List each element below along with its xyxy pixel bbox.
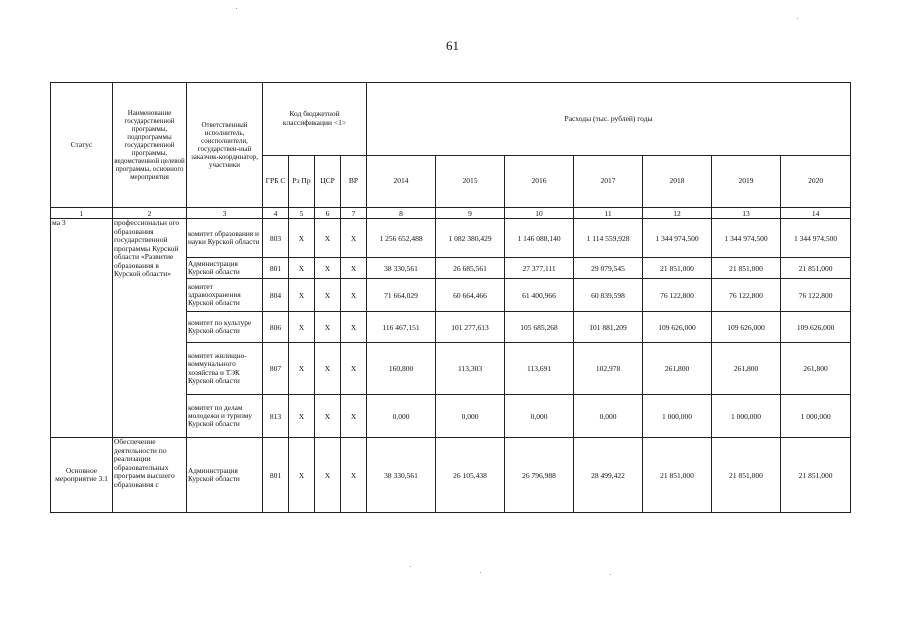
row-value: 60 664,466 bbox=[436, 279, 505, 312]
row-value: 105 685,268 bbox=[505, 312, 574, 343]
row-csr: Х bbox=[315, 258, 341, 279]
header-year: 2014 bbox=[367, 156, 436, 208]
row-grbs: 806 bbox=[263, 312, 289, 343]
row-value: 116 467,151 bbox=[367, 312, 436, 343]
row-value: 29 079,545 bbox=[574, 258, 643, 279]
column-number-row bbox=[51, 208, 851, 219]
scan-speck bbox=[480, 572, 481, 573]
row-executor: комитет образования и науки Курской области bbox=[187, 219, 263, 258]
row-value: 1 344 974,500 bbox=[781, 219, 851, 258]
row-status: Основное мероприятие 3.1 bbox=[51, 438, 113, 513]
row-value: 261,800 bbox=[643, 343, 712, 395]
row-value: 109 626,000 bbox=[643, 312, 712, 343]
header-grbs: ГРБ С bbox=[263, 156, 289, 208]
row-executor: комитет здравоохранения Курской области bbox=[187, 279, 263, 312]
row-value: 1 082 380,429 bbox=[436, 219, 505, 258]
row-executor: комитет по делам молодежи и туризму Курской области bbox=[187, 395, 263, 438]
column-number: 1 bbox=[51, 208, 113, 219]
row-rzpr: Х bbox=[289, 438, 315, 513]
row-value: 21 851,000 bbox=[781, 438, 851, 513]
row-csr: Х bbox=[315, 219, 341, 258]
row-value: 102,978 bbox=[574, 343, 643, 395]
row-rzpr: Х bbox=[289, 395, 315, 438]
row-value: 1 114 559,928 bbox=[574, 219, 643, 258]
row-value: 1 000,000 bbox=[712, 395, 781, 438]
row-vr: Х bbox=[341, 258, 367, 279]
column-number: 8 bbox=[367, 208, 436, 219]
row-grbs: 801 bbox=[263, 438, 289, 513]
scan-speck bbox=[410, 566, 411, 567]
column-number: 10 bbox=[505, 208, 574, 219]
column-number: 4 bbox=[263, 208, 289, 219]
row-csr: Х bbox=[315, 438, 341, 513]
row-value: 1 000,000 bbox=[643, 395, 712, 438]
row-value: 21 851,000 bbox=[712, 258, 781, 279]
table-row bbox=[51, 438, 851, 513]
column-number: 12 bbox=[643, 208, 712, 219]
row-csr: Х bbox=[315, 395, 341, 438]
row-value: 0,000 bbox=[436, 395, 505, 438]
row-value: 76 122,800 bbox=[781, 279, 851, 312]
row-value: 28 499,422 bbox=[574, 438, 643, 513]
column-number: 13 bbox=[712, 208, 781, 219]
row-value: 71 664,029 bbox=[367, 279, 436, 312]
row-grbs: 813 bbox=[263, 395, 289, 438]
header-executor: Ответственный исполнитель, соисполнители, государствен-ный заказчик-координатор, участники bbox=[187, 83, 263, 208]
header-year: 2015 bbox=[436, 156, 505, 208]
row-value: 76 122,800 bbox=[712, 279, 781, 312]
column-number: 2 bbox=[113, 208, 187, 219]
row-vr: Х bbox=[341, 343, 367, 395]
row-value: 261,800 bbox=[712, 343, 781, 395]
row-vr: Х bbox=[341, 312, 367, 343]
row-value: 113,691 bbox=[505, 343, 574, 395]
row-vr: Х bbox=[341, 279, 367, 312]
row-value: 26 796,988 bbox=[505, 438, 574, 513]
row-value: 26 685,561 bbox=[436, 258, 505, 279]
row-value: 21 851,000 bbox=[643, 258, 712, 279]
row-csr: Х bbox=[315, 312, 341, 343]
row-value: 109 626,000 bbox=[781, 312, 851, 343]
column-number: 14 bbox=[781, 208, 851, 219]
row-value: 1 146 088,140 bbox=[505, 219, 574, 258]
row-value: 0,000 bbox=[574, 395, 643, 438]
row-executor: Администрация Курской области bbox=[187, 438, 263, 513]
row-value: 101 881,209 bbox=[574, 312, 643, 343]
row-value: 113,303 bbox=[436, 343, 505, 395]
column-number: 9 bbox=[436, 208, 505, 219]
row-status: ма 3 bbox=[51, 219, 113, 438]
row-rzpr: Х bbox=[289, 219, 315, 258]
scan-speck bbox=[797, 18, 798, 19]
header-year: 2018 bbox=[643, 156, 712, 208]
page-number: 61 bbox=[446, 38, 459, 53]
header-year: 2017 bbox=[574, 156, 643, 208]
row-grbs: 803 bbox=[263, 219, 289, 258]
row-value: 27 377,111 bbox=[505, 258, 574, 279]
row-value: 60 839,598 bbox=[574, 279, 643, 312]
row-value: 160,800 bbox=[367, 343, 436, 395]
header-csr: ЦСР bbox=[315, 156, 341, 208]
row-vr: Х bbox=[341, 395, 367, 438]
row-grbs: 801 bbox=[263, 258, 289, 279]
header-expenses: Расходы (тыс. рублей) годы bbox=[367, 83, 851, 156]
header-name: Наименование государственной программы, подпрограммы государственной программы, ведомственной целевой программы, основного мероприятия bbox=[113, 83, 187, 208]
row-value: 1 000,000 bbox=[781, 395, 851, 438]
row-value: 0,000 bbox=[367, 395, 436, 438]
row-value: 101 277,613 bbox=[436, 312, 505, 343]
column-number: 3 bbox=[187, 208, 263, 219]
scan-speck bbox=[236, 8, 237, 9]
header-vr: ВР bbox=[341, 156, 367, 208]
row-rzpr: Х bbox=[289, 258, 315, 279]
row-value: 76 122,800 bbox=[643, 279, 712, 312]
row-value: 21 851,000 bbox=[643, 438, 712, 513]
row-grbs: 807 bbox=[263, 343, 289, 395]
row-csr: Х bbox=[315, 279, 341, 312]
row-executor: Администрация Курской области bbox=[187, 258, 263, 279]
header-status: Статус bbox=[51, 83, 113, 208]
header-year: 2016 bbox=[505, 156, 574, 208]
row-value: 21 851,000 bbox=[712, 438, 781, 513]
header-year: 2020 bbox=[781, 156, 851, 208]
row-value: 1 256 652,488 bbox=[367, 219, 436, 258]
header-year: 2019 bbox=[712, 156, 781, 208]
row-value: 61 400,966 bbox=[505, 279, 574, 312]
column-number: 5 bbox=[289, 208, 315, 219]
row-program-name: профессиональн ого образования государственной программы Курской области «Развитие образования в Курской области» bbox=[113, 219, 187, 438]
row-value: 1 344 974,500 bbox=[643, 219, 712, 258]
row-rzpr: Х bbox=[289, 279, 315, 312]
row-csr: Х bbox=[315, 343, 341, 395]
header-rzpr: Рз Пр bbox=[289, 156, 315, 208]
row-value: 38 330,561 bbox=[367, 258, 436, 279]
row-value: 21 851,000 bbox=[781, 258, 851, 279]
row-vr: Х bbox=[341, 219, 367, 258]
row-grbs: 804 bbox=[263, 279, 289, 312]
row-value: 38 330,561 bbox=[367, 438, 436, 513]
header-budget-code: Код бюджетной классификации <1> bbox=[263, 83, 367, 156]
column-number: 7 bbox=[341, 208, 367, 219]
scan-speck bbox=[610, 574, 611, 575]
row-value: 26 105,438 bbox=[436, 438, 505, 513]
column-number: 6 bbox=[315, 208, 341, 219]
row-rzpr: Х bbox=[289, 312, 315, 343]
row-value: 261,800 bbox=[781, 343, 851, 395]
row-program-name: Обеспечение деятельности по реализации образовательных программ высшего образования с bbox=[113, 438, 187, 513]
row-value: 109 626,000 bbox=[712, 312, 781, 343]
row-executor: комитет по культуре Курской области bbox=[187, 312, 263, 343]
row-rzpr: Х bbox=[289, 343, 315, 395]
row-vr: Х bbox=[341, 438, 367, 513]
budget-table bbox=[50, 82, 851, 513]
row-executor: комитет жилищно-коммунального хозяйства и ТЭК Курской области bbox=[187, 343, 263, 395]
row-value: 1 344 974,500 bbox=[712, 219, 781, 258]
row-value: 0,000 bbox=[505, 395, 574, 438]
column-number: 11 bbox=[574, 208, 643, 219]
table-row bbox=[51, 219, 851, 258]
